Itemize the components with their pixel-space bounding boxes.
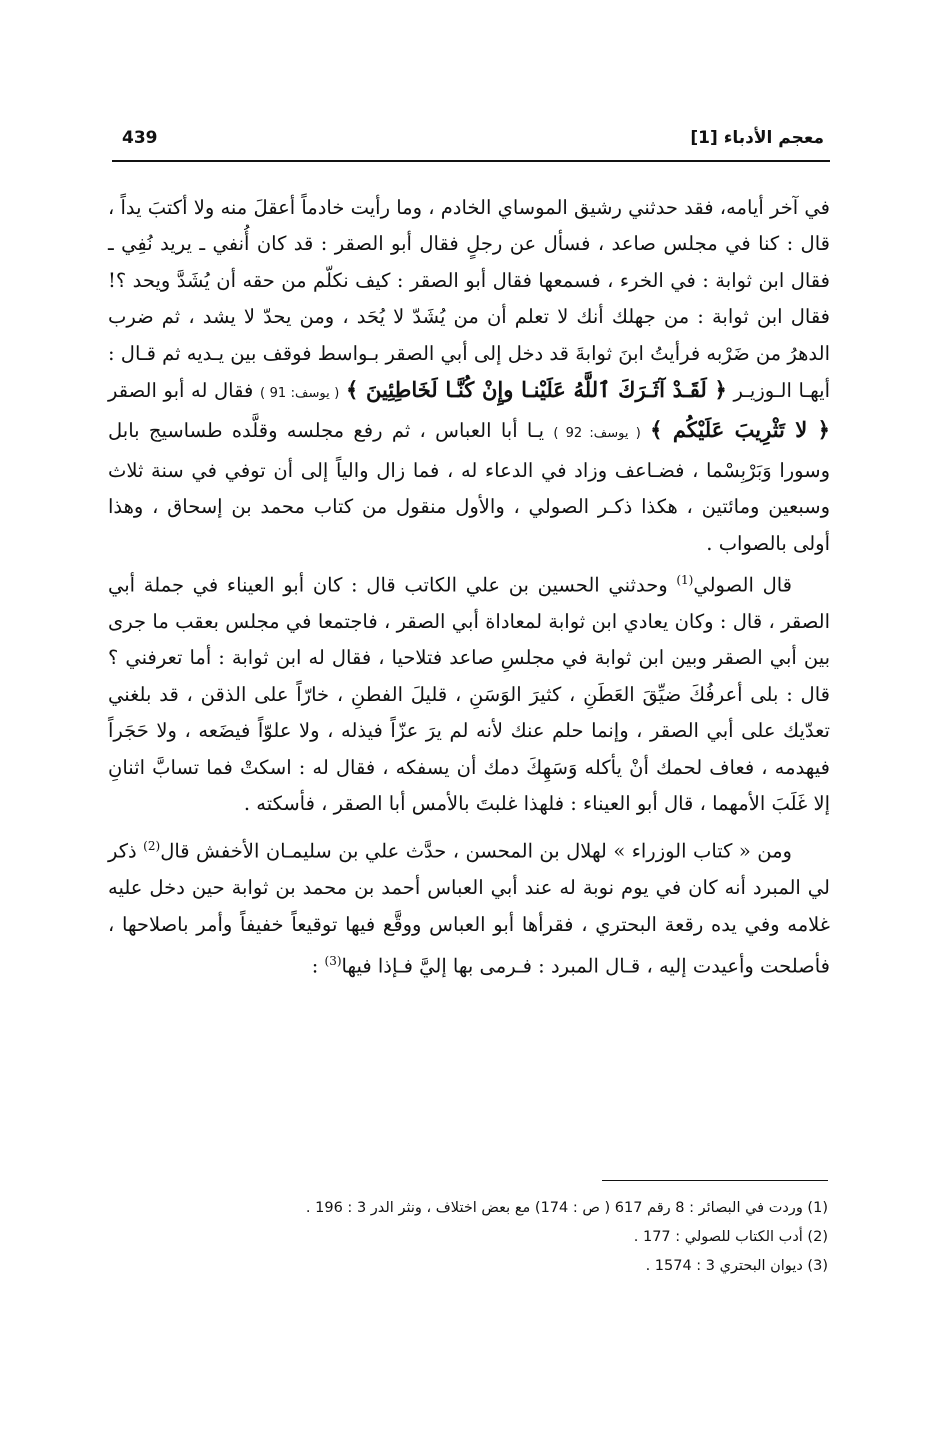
text-run: ومن « كتاب الوزراء » لهلال بن المحسن ، حدَّث علي بن سليمـان الأخفش قال (160, 839, 792, 863)
footnote-marker: (1) (676, 573, 694, 588)
footnote-marker: (2) (143, 839, 161, 854)
text-run: قال الصولي (693, 573, 792, 597)
paragraph (108, 562, 830, 822)
main-text (108, 190, 830, 985)
paragraph (108, 190, 830, 562)
text-run: فقال له أبو الصقر (108, 379, 254, 403)
quran-verse: ﴿ لَقَـدْ آثَـرَكَ ٱللَّهُ عَلَيْنـا وإِنْ كُنَّـا لَخَاطِئِينَ ﴾ (345, 377, 727, 403)
footnote: (1) وردت في البصائر : 8 رقم 617 ( ص : 174) مع بعض اختلاف ، ونثر الدر 3 : 196 . (305, 1200, 828, 1216)
header-divider (112, 160, 830, 162)
page-number: 439 (122, 128, 158, 148)
footnote-marker: (3) (324, 954, 342, 969)
text-run: ذكر لي المبرد أنه كان في يوم نوبة له عند أبي العباس أحمد بن محمد بن ثوابة حين دخل عليه غلامه وفي يده رقعة البحتري ، فقرأها أبو العباس ووقَّع فيها توقيعاً خفيفاً وأمر باصلاحها ، فأصلحت وأعيدت إليه ، قـال المبرد : فـرمى بها إليَّ فـإذا فيها (108, 839, 830, 978)
running-header (122, 124, 824, 156)
footnote: (2) أدب الكتاب للصولي : 177 . (633, 1229, 828, 1245)
paragraph (108, 828, 830, 985)
book-title: معجم الأدباء [1] (690, 128, 824, 148)
footnote: (3) ديوان البحتري 3 : 1574 . (645, 1258, 828, 1274)
text-run: يـا أبا العباس ، ثم رفع مجلسه وقلَّده طساسيج بابل وسورا وَبَرْبِسْما ، فضـاعف وزاد في الدعاء له ، فما زال والياً إلى أن توفي في سنة ثلاث وسبعين ومائتين ، هكذا ذكـر الصولي ، والأول منقول من كتاب محمد بن إسحاق ، وهذا أولى بالصواب . (108, 419, 830, 555)
verse-reference: ( يوسف: 91 ) (259, 386, 340, 402)
footnotes (188, 1194, 828, 1281)
footnote-divider (602, 1180, 828, 1181)
text-run: : (311, 954, 325, 978)
text-run: في آخر أيامه، فقد حدثني رشيق الموساي الخادم ، وما رأيت خادماً أعقلَ منه ولا أكتبَ يداً ، قال : كنا في مجلس صاعد ، فسأل عن رجلٍ فقال أبو الصقر : قد كان أُنفي ـ يريد نُفِي ـ فقال ابن ثوابة : في الخرء ، فسمعها فقال أبو الصقر : كيف نكلّم من حقه أن يُشَدَّ ويحد ؟! فقال ابن ثوابة : من جهلك أنك لا تعلم أن من يُشَدّ لا يُحَد ، ومن يحدّ لا يشد ، ثم ضرب الدهرُ من ضَرْبه فرأيتُ ابنَ ثوابةَ قد دخل إلى أبي الصقر بـواسط فوقف بين يـديه ثم قـال : أيهـا الـوزيـر (108, 196, 831, 403)
quran-verse: ﴿ لا تَثْرِيبَ عَلَيْكُم ﴾ (650, 417, 830, 443)
verse-reference: ( يوسف: 92 ) (553, 426, 641, 442)
text-run: وحدثني الحسين بن علي الكاتب قال : كان أبو العيناء في جملة أبي الصقر ، قال : وكان يعادي ابن ثوابة لمعاداة أبي الصقر ، فاجتمعا في مجلس بعقب ما جرى بين أبي الصقر وبين ابن ثوابة في مجلسِ صاعد فتلاحيا ، فقال له ابن ثوابة : أما تعرفني ؟ قال : بلى أعرفُكَ ضيِّقَ العَطَنِ ، كثيرَ الوَسَنِ ، قليلَ الفطنِ ، خارّاً على الذقن ، قد بلغني تعدّيك على أبي الصقر ، وإنما حلم عنك لأنه لم يرَ عزّاً فيذله ، ولا علوّاً فيضَعه ، ولا حَجَراً فيهدمه ، فعاف لحمك أنْ يأكله وَسَهِكَ دمك أن يسفكه ، فقال له : اسكتْ فما تسابَّ اثنانِ إلا غَلَبَ الأمهما ، قال أبو العيناء : فلهذا غلبتَ بالأمس أبا الصقر ، فأسكته . (108, 573, 830, 815)
